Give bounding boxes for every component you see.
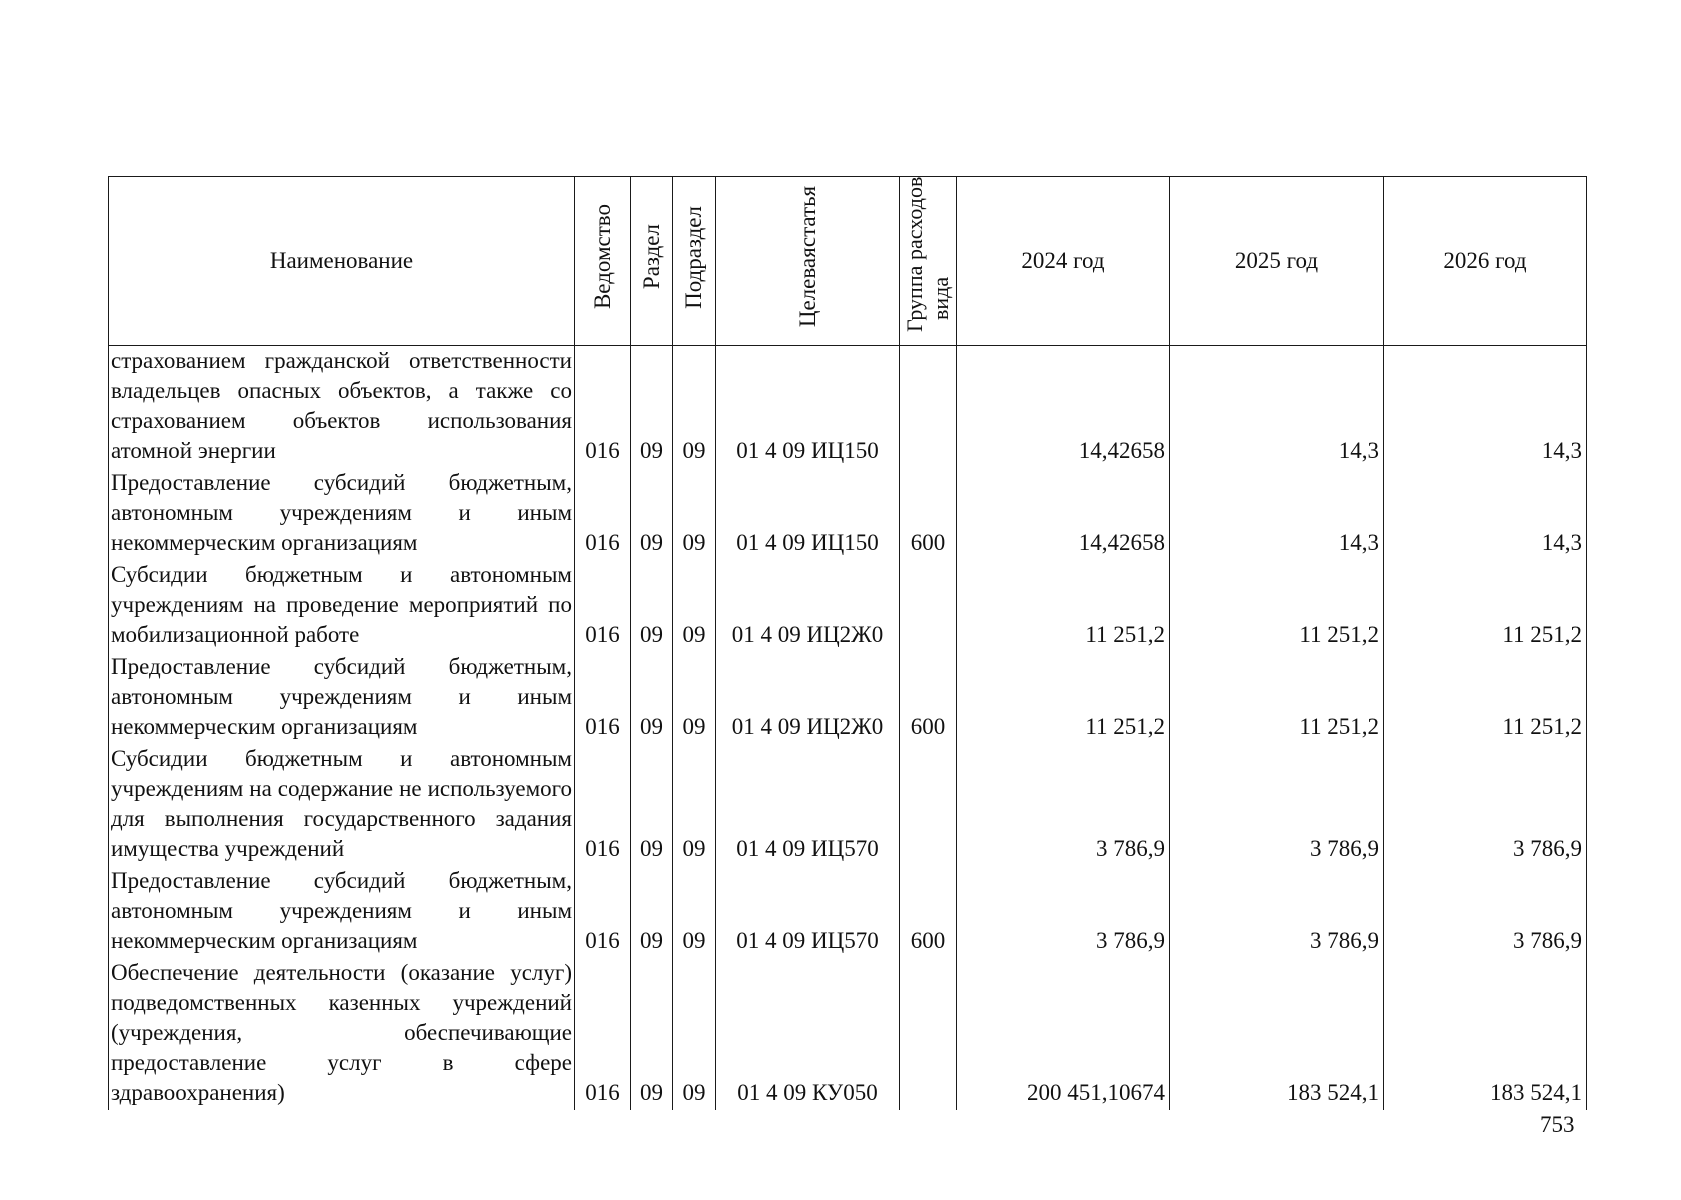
cell-group: [900, 958, 957, 1110]
table-row: [109, 468, 1587, 560]
cell-2026: 14,3: [1384, 346, 1587, 469]
cell-name: Субсидии бюджетным и автономным учреждениям на проведение мероприятий по мобилизационной работе: [109, 560, 575, 652]
cell-dept: 016: [575, 346, 631, 469]
header-group: Группа вида расходов: [900, 177, 957, 346]
cell-2025: 3 786,9: [1170, 744, 1384, 866]
cell-group: 600: [900, 468, 957, 560]
table-row: [109, 560, 1587, 652]
cell-2024: 11 251,2: [957, 560, 1170, 652]
cell-name: Субсидии бюджетным и автономным учреждениям на содержание не используемого для выполнения государственного задания имущества учреждений: [109, 744, 575, 866]
cell-name: Предоставление субсидий бюджетным, автономным учреждениям и иным некоммерческим организациям: [109, 866, 575, 958]
table-row: [109, 866, 1587, 958]
cell-section: 09: [631, 560, 673, 652]
cell-subsection: 09: [673, 744, 716, 866]
header-target: Целевая статья: [716, 177, 900, 346]
table-header-row: [109, 177, 1587, 346]
table-row: [109, 346, 1587, 469]
cell-subsection: 09: [673, 560, 716, 652]
table-row: [109, 744, 1587, 866]
cell-2024: 3 786,9: [957, 744, 1170, 866]
header-2024: 2024 год: [957, 177, 1170, 346]
cell-target: 01 4 09 ИЦ150: [716, 468, 900, 560]
cell-dept: 016: [575, 866, 631, 958]
cell-2025: 14,3: [1170, 346, 1384, 469]
cell-2026: 11 251,2: [1384, 560, 1587, 652]
cell-dept: 016: [575, 468, 631, 560]
cell-group: [900, 744, 957, 866]
cell-section: 09: [631, 652, 673, 744]
cell-2026: 3 786,9: [1384, 744, 1587, 866]
cell-2026: 11 251,2: [1384, 652, 1587, 744]
cell-group: [900, 346, 957, 469]
cell-2026: 14,3: [1384, 468, 1587, 560]
header-subsection: Подраздел: [673, 177, 716, 346]
cell-2025: 14,3: [1170, 468, 1384, 560]
cell-subsection: 09: [673, 468, 716, 560]
cell-name: страхованием гражданской ответственности владельцев опасных объектов, а также со страхованием объектов использования атомной энергии: [109, 346, 575, 469]
cell-2025: 3 786,9: [1170, 866, 1384, 958]
table-body: [109, 346, 1587, 1111]
cell-group: 600: [900, 652, 957, 744]
cell-2024: 11 251,2: [957, 652, 1170, 744]
cell-section: 09: [631, 744, 673, 866]
cell-2025: 11 251,2: [1170, 560, 1384, 652]
cell-2026: 183 524,1: [1384, 958, 1587, 1110]
budget-table: [108, 176, 1587, 1110]
cell-dept: 016: [575, 560, 631, 652]
cell-2024: 3 786,9: [957, 866, 1170, 958]
header-2025: 2025 год: [1170, 177, 1384, 346]
page-number: 753: [1540, 1112, 1575, 1137]
cell-2024: 14,42658: [957, 346, 1170, 469]
cell-2024: 14,42658: [957, 468, 1170, 560]
cell-target: 01 4 09 КУ050: [716, 958, 900, 1110]
table-row: [109, 958, 1587, 1110]
cell-name: Предоставление субсидий бюджетным, автономным учреждениям и иным некоммерческим организациям: [109, 652, 575, 744]
cell-dept: 016: [575, 744, 631, 866]
cell-2025: 183 524,1: [1170, 958, 1384, 1110]
cell-subsection: 09: [673, 866, 716, 958]
cell-dept: 016: [575, 958, 631, 1110]
cell-section: 09: [631, 468, 673, 560]
cell-2025: 11 251,2: [1170, 652, 1384, 744]
table-row: [109, 652, 1587, 744]
cell-section: 09: [631, 958, 673, 1110]
header-name: Наименование: [109, 177, 575, 346]
cell-2024: 200 451,10674: [957, 958, 1170, 1110]
cell-subsection: 09: [673, 346, 716, 469]
cell-subsection: 09: [673, 958, 716, 1110]
cell-group: [900, 560, 957, 652]
header-dept: Ведомство: [575, 177, 631, 346]
cell-2026: 3 786,9: [1384, 866, 1587, 958]
cell-name: Предоставление субсидий бюджетным, автономным учреждениям и иным некоммерческим организациям: [109, 468, 575, 560]
cell-target: 01 4 09 ИЦ2Ж0: [716, 560, 900, 652]
cell-target: 01 4 09 ИЦ150: [716, 346, 900, 469]
cell-target: 01 4 09 ИЦ570: [716, 866, 900, 958]
header-2026: 2026 год: [1384, 177, 1587, 346]
cell-name: Обеспечение деятельности (оказание услуг) подведомственных казенных учреждений (учреждения, обеспечивающие предоставление услуг в сфере здравоохранения): [109, 958, 575, 1110]
cell-section: 09: [631, 346, 673, 469]
cell-subsection: 09: [673, 652, 716, 744]
cell-target: 01 4 09 ИЦ2Ж0: [716, 652, 900, 744]
cell-group: 600: [900, 866, 957, 958]
cell-dept: 016: [575, 652, 631, 744]
header-section: Раздел: [631, 177, 673, 346]
cell-target: 01 4 09 ИЦ570: [716, 744, 900, 866]
cell-section: 09: [631, 866, 673, 958]
